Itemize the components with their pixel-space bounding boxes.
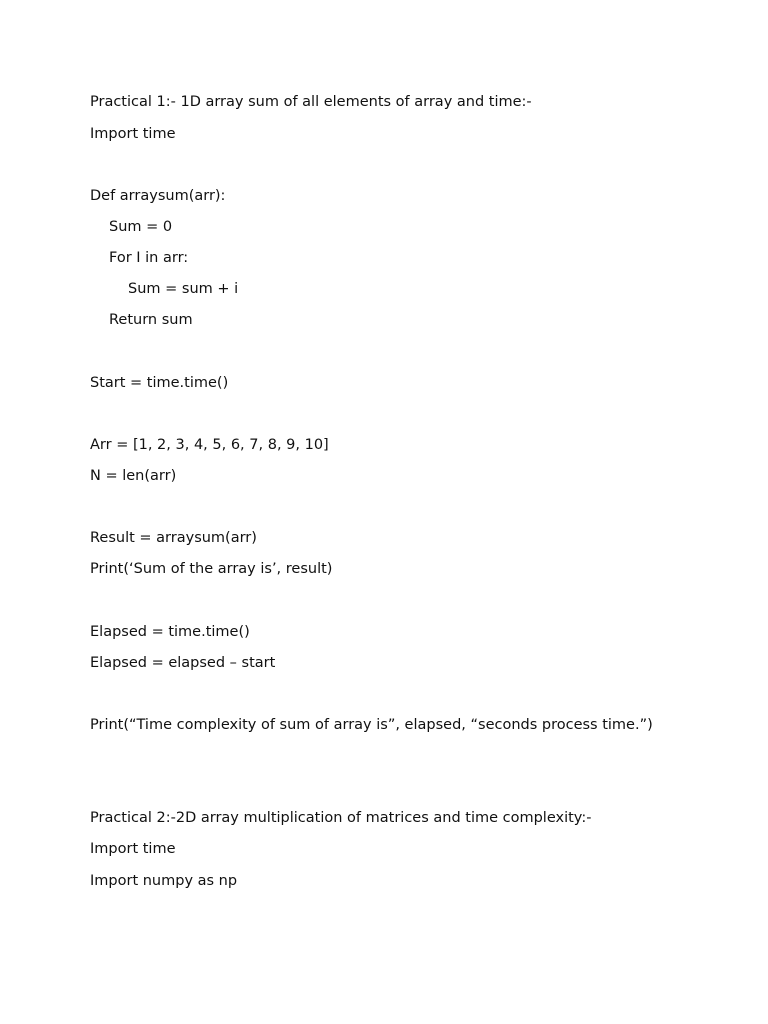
- code-line: Sum = 0: [109, 219, 173, 235]
- code-line: Elapsed = elapsed – start: [90, 655, 276, 671]
- code-line: Print(“Time complexity of sum of array is”, elapsed, “seconds process time.”): [90, 717, 653, 733]
- code-line: Arr = [1, 2, 3, 4, 5, 6, 7, 8, 9, 10]: [90, 437, 329, 453]
- code-line: Import time: [90, 126, 176, 142]
- code-line: N = len(arr): [90, 468, 177, 484]
- code-line: Start = time.time(): [90, 375, 229, 391]
- practical-1-heading: Practical 1:- 1D array sum of all elements of array and time:-: [90, 94, 532, 110]
- code-line: Return sum: [109, 312, 193, 328]
- code-line: Def arraysum(arr):: [90, 188, 226, 204]
- practical-2-heading: Practical 2:-2D array multiplication of matrices and time complexity:-: [90, 810, 592, 826]
- code-line: Import numpy as np: [90, 873, 238, 889]
- code-line: Print(‘Sum of the array is’, result): [90, 561, 333, 577]
- code-line: Sum = sum + i: [128, 281, 239, 297]
- code-line: Elapsed = time.time(): [90, 624, 250, 640]
- code-line: For I in arr:: [109, 250, 189, 266]
- code-line: Result = arraysum(arr): [90, 530, 257, 546]
- code-line: Import time: [90, 841, 176, 857]
